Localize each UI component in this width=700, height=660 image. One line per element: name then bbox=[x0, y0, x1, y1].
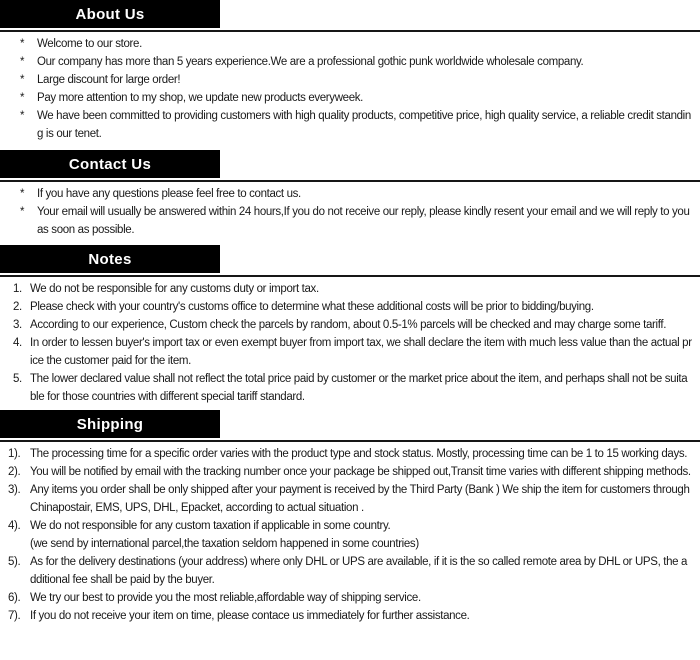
item-marker: * bbox=[20, 110, 25, 122]
item-text: As for the delivery destinations (your address) where only DHL or UPS are available, if it is the so called remote area by DHL or UPS, the additional fee shall be paid by the buyer. bbox=[30, 556, 688, 586]
list-item bbox=[0, 107, 692, 143]
item-marker: * bbox=[20, 188, 25, 200]
list-item bbox=[0, 463, 692, 481]
item-text: We try our best to provide you the most reliable,affordable way of shipping service. bbox=[30, 592, 421, 604]
contact-us-title: Contact Us bbox=[68, 155, 152, 173]
item-text: Welcome to our store. bbox=[37, 38, 142, 50]
item-marker: 5). bbox=[8, 556, 21, 568]
item-text: The lower declared value shall not reflect the total price paid by customer or the market price about the item, and perhaps shall not be suitable for those countries with different special tariff standard. bbox=[30, 373, 688, 403]
list-item bbox=[0, 316, 692, 334]
section-about-us bbox=[0, 0, 700, 143]
item-marker: 1). bbox=[8, 448, 21, 460]
item-text: If you have any questions please feel free to contact us. bbox=[37, 188, 301, 200]
item-text: According to our experience, Custom check the parcels by random, about 0.5-1% parcels will be checked and may charge some tariff. bbox=[30, 319, 667, 331]
item-text: In order to lessen buyer's import tax or even exempt buyer from import tax, we shall declare the item with much less value than the actual price the customer paid for the item. bbox=[30, 337, 692, 367]
item-marker: 2). bbox=[8, 466, 21, 478]
item-text: You will be notified by email with the tracking number once your package be shipped out,Transit time varies with different shipping methods. bbox=[30, 466, 691, 478]
item-text: The processing time for a specific order varies with the product type and stock status. Mostly, processing time can be 1 to 15 working days. bbox=[30, 448, 688, 460]
list-item bbox=[0, 298, 692, 316]
item-text: We have been committed to providing customers with high quality products, competitive price, high quality service, a reliable credit standing is our tenet. bbox=[37, 110, 691, 140]
item-text: Any items you order shall be only shipped after your payment is received by the Third Party (Bank ) We ship the item for customers through Chinapostair, EMS, UPS, DHL, Epacket, according to actual situation . bbox=[30, 484, 690, 514]
notes-header bbox=[0, 245, 700, 277]
section-contact-us bbox=[0, 150, 700, 239]
item-marker: 1. bbox=[13, 283, 22, 295]
list-item bbox=[0, 445, 692, 463]
item-marker: * bbox=[20, 38, 25, 50]
list-item bbox=[0, 203, 692, 239]
item-marker: * bbox=[20, 206, 25, 218]
shipping-item-list bbox=[0, 442, 700, 625]
item-marker: 4. bbox=[13, 337, 22, 349]
item-marker: 3. bbox=[13, 319, 22, 331]
about-us-item-list bbox=[0, 32, 700, 143]
list-item bbox=[0, 553, 692, 589]
list-item bbox=[0, 334, 692, 370]
list-item bbox=[0, 370, 692, 406]
notes-header-box bbox=[0, 245, 220, 273]
list-item bbox=[0, 185, 692, 203]
list-item bbox=[0, 89, 692, 107]
list-item bbox=[0, 607, 692, 625]
item-marker: 4). bbox=[8, 520, 21, 532]
item-text: Large discount for large order! bbox=[37, 74, 181, 86]
shipping-title: Shipping bbox=[76, 415, 144, 433]
list-item bbox=[0, 589, 692, 607]
item-text: We do not be responsible for any customs duty or import tax. bbox=[30, 283, 319, 295]
item-marker: * bbox=[20, 56, 25, 68]
contact-us-item-list bbox=[0, 182, 700, 239]
about-us-title: About Us bbox=[75, 5, 145, 23]
contact-us-header-box bbox=[0, 150, 220, 178]
list-item bbox=[0, 280, 692, 298]
about-us-header bbox=[0, 0, 700, 32]
list-item bbox=[0, 71, 692, 89]
item-marker: 3). bbox=[8, 484, 21, 496]
about-us-header-box bbox=[0, 0, 220, 28]
list-item bbox=[0, 53, 692, 71]
item-text: Our company has more than 5 years experience.We are a professional gothic punk worldwide wholesale company. bbox=[37, 56, 584, 68]
notes-item-list bbox=[0, 277, 700, 406]
item-text: Please check with your country's customs office to determine what these additional costs will be prior to bidding/buying. bbox=[30, 301, 594, 313]
item-marker: 6). bbox=[8, 592, 21, 604]
item-text: Your email will usually be answered within 24 hours,If you do not receive our reply, please kindly resent your email and we will reply to you as soon as possible. bbox=[37, 206, 690, 236]
item-subtext: (we send by international parcel,the taxation seldom happened in some countries) bbox=[30, 538, 419, 550]
item-marker: 5. bbox=[13, 373, 22, 385]
section-shipping bbox=[0, 410, 700, 625]
item-marker: 7). bbox=[8, 610, 21, 622]
item-text: If you do not receive your item on time, please contace us immediately for further assistance. bbox=[30, 610, 470, 622]
section-notes bbox=[0, 245, 700, 406]
contact-us-header bbox=[0, 150, 700, 182]
item-marker: * bbox=[20, 74, 25, 86]
shipping-header-box bbox=[0, 410, 220, 438]
list-item bbox=[0, 517, 692, 553]
notes-title: Notes bbox=[88, 250, 132, 268]
item-text: Pay more attention to my shop, we update new products everyweek. bbox=[37, 92, 363, 104]
item-text: We do not responsible for any custom taxation if applicable in some country. bbox=[30, 520, 391, 532]
shipping-header bbox=[0, 410, 700, 442]
list-item bbox=[0, 481, 692, 517]
item-marker: * bbox=[20, 92, 25, 104]
list-item bbox=[0, 35, 692, 53]
item-marker: 2. bbox=[13, 301, 22, 313]
